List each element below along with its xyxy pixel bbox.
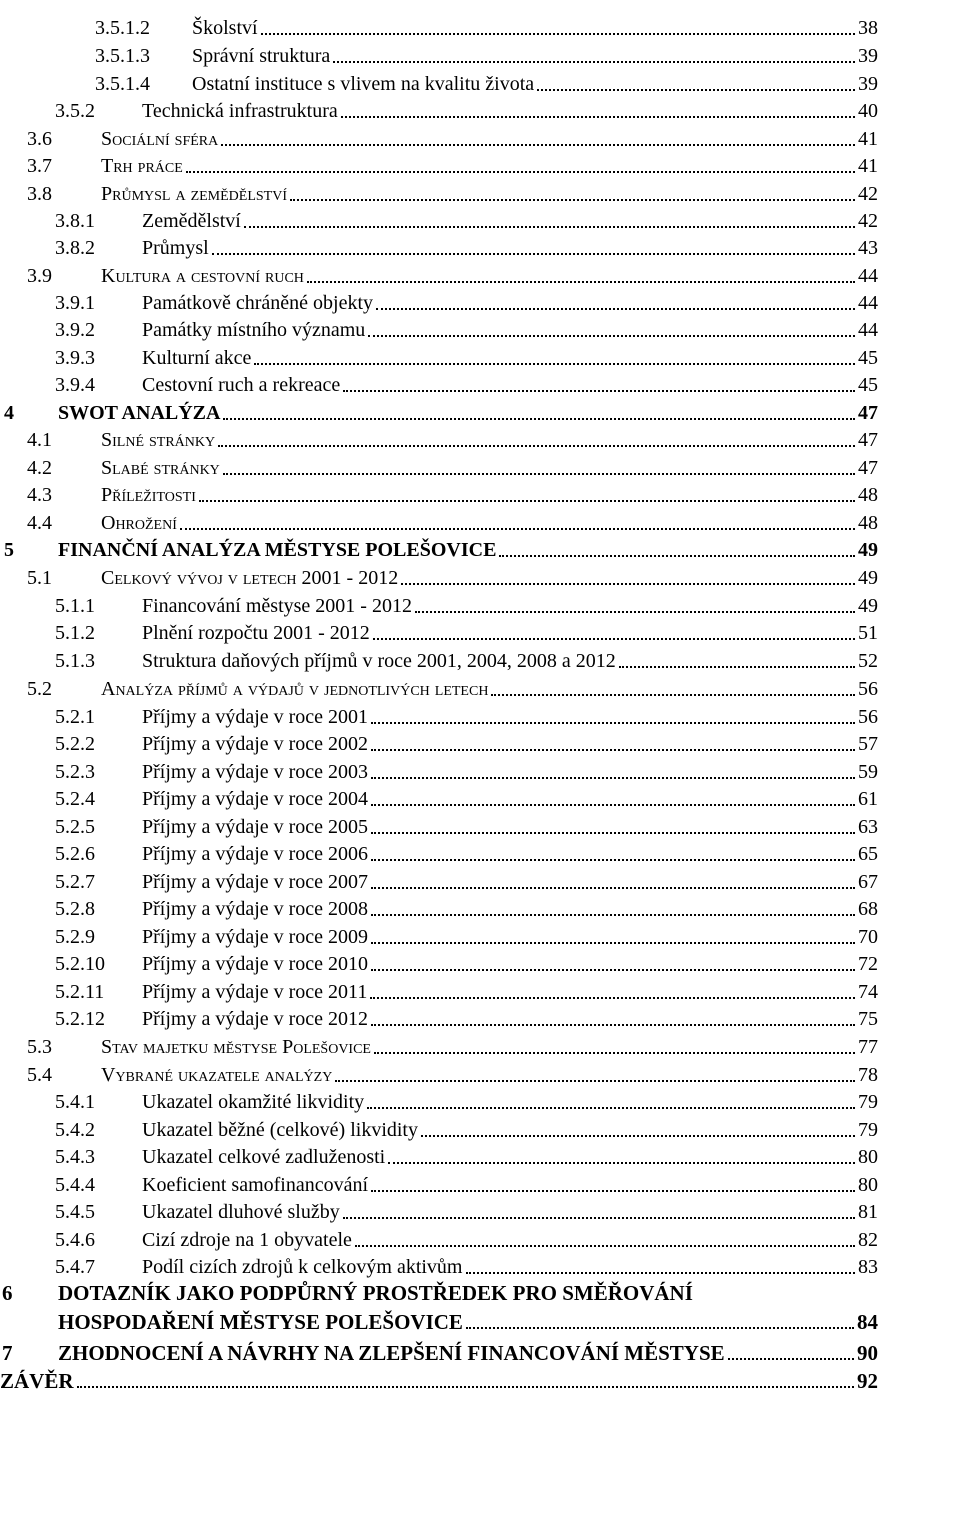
toc-entry[interactable] <box>0 1310 878 1334</box>
toc-entry-number: 5.2.7 <box>55 871 95 893</box>
dot-leader <box>343 1217 855 1219</box>
toc-entry-number: 5.2.2 <box>55 733 95 755</box>
toc-entry-page: 51 <box>858 622 878 644</box>
toc-entry-title: Koeficient samofinancování <box>142 1174 369 1196</box>
toc-entry[interactable] <box>0 566 878 590</box>
toc-entry[interactable] <box>0 428 878 452</box>
toc-entry-title: Technická infrastruktura <box>142 100 338 122</box>
dot-leader <box>341 116 855 118</box>
toc-entry-title: Příjmy a výdaje v roce 2007 <box>142 871 369 893</box>
dot-leader <box>374 1052 855 1054</box>
toc-entry-title: Průmysl <box>142 237 209 259</box>
toc-entry-number: 3.5.1.3 <box>95 45 150 67</box>
dot-leader <box>254 363 855 365</box>
toc-entry-title: Celkový vývoj v letech 2001 - 2012 <box>101 567 399 589</box>
toc-entry-number: 3.9 <box>27 265 52 287</box>
dot-leader <box>261 33 855 35</box>
toc-entry-number: 3.9.2 <box>55 319 95 341</box>
dot-leader <box>218 445 855 447</box>
toc-entry-page: 47 <box>858 457 878 479</box>
toc-entry-page: 78 <box>858 1064 878 1086</box>
toc-entry-title: Průmysl a zemědělství <box>101 183 288 205</box>
dot-leader <box>371 942 855 944</box>
dot-leader <box>371 969 855 971</box>
toc-entry-page: 79 <box>858 1119 878 1141</box>
toc-entry-title: Kultura a cestovní ruch <box>101 265 304 287</box>
toc-entry-title: Silné stránky <box>101 429 216 451</box>
toc-entry-page: 48 <box>858 484 878 506</box>
toc-entry[interactable] <box>0 925 878 949</box>
toc-entry-title: DOTAZNÍK JAKO PODPŮRNÝ PROSTŘEDEK PRO SMĚŘOVÁNÍ <box>58 1281 693 1305</box>
toc-entry-title: ZÁVĚR <box>0 1369 74 1393</box>
toc-entry-page: 43 <box>858 237 878 259</box>
dot-leader <box>186 171 855 173</box>
toc-entry-page: 67 <box>858 871 878 893</box>
toc-entry[interactable] <box>0 1145 878 1169</box>
toc-entry-title: Trh práce <box>101 155 183 177</box>
toc-entry-number: 4.1 <box>27 429 52 451</box>
toc-entry[interactable] <box>0 815 878 839</box>
dot-leader <box>221 144 855 146</box>
dot-leader <box>371 832 855 834</box>
toc-entry-number: 5.4.3 <box>55 1146 95 1168</box>
toc-entry-number: 5.1 <box>27 567 52 589</box>
toc-entry-title: Analýza příjmů a výdajů v jednotlivých letech <box>101 678 489 700</box>
toc-entry-title: Ukazatel celkové zadluženosti <box>142 1146 386 1168</box>
toc-entry-title: Správní struktura <box>192 45 331 67</box>
toc-entry-number: 3.9.3 <box>55 347 95 369</box>
toc-entry[interactable] <box>0 1173 878 1197</box>
toc-entry-page: 83 <box>858 1256 878 1278</box>
toc-entry-title: Příjmy a výdaje v roce 2006 <box>142 843 369 865</box>
toc-entry-title: Příjmy a výdaje v roce 2001 <box>142 706 369 728</box>
toc-entry-number: 5.2.11 <box>55 981 105 1003</box>
toc-entry-title: Ukazatel běžné (celkové) likvidity <box>142 1119 418 1141</box>
toc-entry-page: 44 <box>858 292 878 314</box>
toc-entry-number: 5 <box>4 539 14 561</box>
toc-entry-page: 75 <box>858 1008 878 1030</box>
toc-entry-page: 79 <box>858 1091 878 1113</box>
toc-entry-page: 49 <box>858 595 878 617</box>
toc-entry[interactable] <box>0 980 878 1004</box>
toc-entry-number: 5.2.1 <box>55 706 95 728</box>
toc-entry-title: Památkově chráněné objekty <box>142 292 374 314</box>
dot-leader <box>371 722 855 724</box>
dot-leader <box>370 997 855 999</box>
toc-entry-page: 41 <box>858 155 878 177</box>
dot-leader <box>421 1135 855 1137</box>
toc-entry-page: 42 <box>858 183 878 205</box>
toc-entry[interactable] <box>0 291 878 315</box>
toc-entry-page: 47 <box>858 429 878 451</box>
dot-leader <box>199 500 855 502</box>
dot-leader <box>343 390 855 392</box>
toc-entry-page: 56 <box>858 706 878 728</box>
dot-leader <box>415 611 855 613</box>
toc-entry-page: 68 <box>858 898 878 920</box>
toc-entry-page: 81 <box>858 1201 878 1223</box>
toc-entry-page: 47 <box>858 402 878 424</box>
toc-entry-title: Cizí zdroje na 1 obyvatele <box>142 1229 352 1251</box>
toc-entry-title: Příjmy a výdaje v roce 2012 <box>142 1008 369 1030</box>
toc-entry-number: 5.2.3 <box>55 761 95 783</box>
dot-leader <box>212 253 855 255</box>
toc-entry-page: 45 <box>858 347 878 369</box>
toc-entry[interactable] <box>0 1007 878 1031</box>
toc-entry-page: 57 <box>858 733 878 755</box>
toc-entry[interactable] <box>0 264 878 288</box>
dot-leader <box>223 418 855 420</box>
toc-entry-number: 5.4.5 <box>55 1201 95 1223</box>
dot-leader <box>333 61 855 63</box>
dot-leader <box>728 1358 854 1360</box>
toc-entry-page: 77 <box>858 1036 878 1058</box>
toc-entry[interactable] <box>0 483 878 507</box>
toc-entry[interactable] <box>0 621 878 645</box>
toc-entry-number: 3.5.1.2 <box>95 17 150 39</box>
toc-entry-page: 42 <box>858 210 878 232</box>
toc-entry[interactable] <box>0 209 878 233</box>
toc-entry-page: 65 <box>858 843 878 865</box>
toc-entry[interactable] <box>0 1281 878 1305</box>
toc-entry-page: 82 <box>858 1229 878 1251</box>
toc-entry[interactable] <box>0 594 878 618</box>
toc-entry[interactable] <box>0 897 878 921</box>
toc-entry-title: Ostatní instituce s vlivem na kvalitu života <box>192 73 535 95</box>
toc-entry[interactable] <box>0 760 878 784</box>
dot-leader <box>371 887 855 889</box>
toc-entry-title: Příjmy a výdaje v roce 2008 <box>142 898 369 920</box>
toc-entry-page: 61 <box>858 788 878 810</box>
dot-leader <box>371 914 855 916</box>
dot-leader <box>537 89 855 91</box>
toc-entry-title: Stav majetku městyse Polešovice <box>101 1036 371 1058</box>
toc-entry-title: Školství <box>192 17 258 39</box>
toc-entry-number: 5.2.5 <box>55 816 95 838</box>
toc-entry-number: 5.4.2 <box>55 1119 95 1141</box>
toc-entry-number: 6 <box>2 1281 13 1305</box>
toc-entry-page: 38 <box>858 17 878 39</box>
toc-entry-number: 5.2.4 <box>55 788 95 810</box>
dot-leader <box>371 1190 855 1192</box>
toc-entry-number: 3.8.1 <box>55 210 95 232</box>
dot-leader <box>376 308 855 310</box>
toc-entry[interactable] <box>0 732 878 756</box>
toc-entry[interactable] <box>0 1063 878 1087</box>
toc-entry-title: Podíl cizích zdrojů k celkovým aktivům <box>142 1256 463 1278</box>
toc-entry[interactable] <box>0 952 878 976</box>
toc-entry[interactable] <box>0 870 878 894</box>
toc-entry-title: Ukazatel dluhové služby <box>142 1201 340 1223</box>
toc-entry[interactable] <box>0 1200 878 1224</box>
toc-entry-page: 72 <box>858 953 878 975</box>
toc-entry-title: Financování městyse 2001 - 2012 <box>142 595 412 617</box>
toc-entry-number: 3.8 <box>27 183 52 205</box>
toc-entry-number: 3.8.2 <box>55 237 95 259</box>
toc-entry-number: 3.5.1.4 <box>95 73 150 95</box>
toc-entry-number: 5.2.12 <box>55 1008 105 1030</box>
toc-entry[interactable] <box>0 236 878 260</box>
dot-leader <box>335 1080 855 1082</box>
toc-entry-number: 4.3 <box>27 484 52 506</box>
toc-entry-title: Zemědělství <box>142 210 241 232</box>
toc-entry[interactable] <box>0 318 878 342</box>
dot-leader <box>466 1272 855 1274</box>
toc-entry-page: 45 <box>858 374 878 396</box>
dot-leader <box>371 859 855 861</box>
dot-leader <box>223 473 855 475</box>
toc-entry[interactable] <box>0 72 878 96</box>
toc-entry-title: SWOT ANALÝZA <box>58 402 221 424</box>
dot-leader <box>388 1162 855 1164</box>
toc-entry-number: 5.3 <box>27 1036 52 1058</box>
toc-entry-page: 70 <box>858 926 878 948</box>
toc-entry-page: 40 <box>858 100 878 122</box>
toc-entry-title: Sociální sféra <box>101 128 219 150</box>
toc-entry-number: 5.1.2 <box>55 622 95 644</box>
toc-entry-page: 44 <box>858 319 878 341</box>
toc-entry-title: Plnění rozpočtu 2001 - 2012 <box>142 622 370 644</box>
toc-entry[interactable] <box>0 677 878 701</box>
toc-entry-title: Příjmy a výdaje v roce 2011 <box>142 981 368 1003</box>
toc-entry[interactable] <box>0 346 878 370</box>
dot-leader <box>371 1024 855 1026</box>
toc-entry-number: 5.2 <box>27 678 52 700</box>
dot-leader <box>290 199 855 201</box>
toc-entry-title: Příležitosti <box>101 484 196 506</box>
toc-entry-page: 74 <box>858 981 878 1003</box>
toc-entry-number: 4.2 <box>27 457 52 479</box>
dot-leader <box>619 666 855 668</box>
toc-entry[interactable] <box>0 401 878 425</box>
toc-entry-number: 5.2.10 <box>55 953 105 975</box>
toc-entry-page: 49 <box>858 567 878 589</box>
toc-entry-page: 52 <box>858 650 878 672</box>
dot-leader <box>77 1386 854 1388</box>
dot-leader <box>355 1245 855 1247</box>
toc-entry[interactable] <box>0 649 878 673</box>
toc-entry[interactable] <box>0 1035 878 1059</box>
toc-entry-number: 5.1.1 <box>55 595 95 617</box>
toc-entry[interactable] <box>0 99 878 123</box>
toc-entry-number: 5.1.3 <box>55 650 95 672</box>
dot-leader <box>368 335 855 337</box>
toc-entry-number: 5.2.9 <box>55 926 95 948</box>
toc-entry[interactable] <box>0 1255 878 1279</box>
toc-entry[interactable] <box>0 1090 878 1114</box>
toc-entry-number: 5.2.8 <box>55 898 95 920</box>
dot-leader <box>373 638 855 640</box>
toc-entry[interactable] <box>0 538 878 562</box>
toc-entry-title: Ukazatel okamžité likvidity <box>142 1091 365 1113</box>
toc-entry-title: Památky místního významu <box>142 319 366 341</box>
toc-entry-number: 5.4.1 <box>55 1091 95 1113</box>
dot-leader <box>244 226 855 228</box>
toc-entry[interactable] <box>0 127 878 151</box>
toc-entry-title: Příjmy a výdaje v roce 2009 <box>142 926 369 948</box>
toc-entry-number: 4 <box>4 402 14 424</box>
toc-entry-title: Cestovní ruch a rekreace <box>142 374 341 396</box>
dot-leader <box>401 583 855 585</box>
toc-entry[interactable] <box>0 705 878 729</box>
toc-entry-number: 5.4.7 <box>55 1256 95 1278</box>
dot-leader <box>367 1107 855 1109</box>
toc-entry-title: Kulturní akce <box>142 347 252 369</box>
toc-entry-page: 48 <box>858 512 878 534</box>
toc-entry-page: 56 <box>858 678 878 700</box>
toc-entry[interactable] <box>0 842 878 866</box>
dot-leader <box>307 281 855 283</box>
toc-entry[interactable] <box>0 1228 878 1252</box>
toc-entry-number: 5.4.6 <box>55 1229 95 1251</box>
toc-entry[interactable] <box>0 373 878 397</box>
toc-entry-title: Slabé stránky <box>101 457 220 479</box>
toc-entry-page: 49 <box>858 539 878 561</box>
toc-entry-number: 3.9.1 <box>55 292 95 314</box>
toc-entry-title: ZHODNOCENÍ A NÁVRHY NA ZLEPŠENÍ FINANCOVÁNÍ MĚSTYSE <box>58 1341 725 1365</box>
toc-entry-page: 63 <box>858 816 878 838</box>
toc-entry[interactable] <box>0 1369 878 1393</box>
dot-leader <box>371 804 855 806</box>
dot-leader <box>371 777 855 779</box>
toc-entry-number: 3.6 <box>27 128 52 150</box>
toc-entry-page: 92 <box>857 1369 878 1393</box>
toc-entry[interactable] <box>0 511 878 535</box>
toc-entry[interactable] <box>0 154 878 178</box>
toc-entry-page: 41 <box>858 128 878 150</box>
toc-entry-page: 39 <box>858 45 878 67</box>
toc-entry-number: 5.2.6 <box>55 843 95 865</box>
toc-entry-title: Ohrožení <box>101 512 177 534</box>
toc-entry-title: FINANČNÍ ANALÝZA MĚSTYSE POLEŠOVICE <box>58 539 497 561</box>
toc-entry[interactable] <box>0 44 878 68</box>
toc-entry-number: 3.5.2 <box>55 100 95 122</box>
toc-entry-title: Příjmy a výdaje v roce 2004 <box>142 788 369 810</box>
dot-leader <box>499 555 855 557</box>
toc-entry-number: 3.9.4 <box>55 374 95 396</box>
toc-entry[interactable] <box>0 1341 878 1365</box>
toc-entry-page: 90 <box>857 1341 878 1365</box>
toc-entry-title: Vybrané ukazatele analýzy <box>101 1064 333 1086</box>
toc-entry-page: 80 <box>858 1174 878 1196</box>
toc-entry-title: Příjmy a výdaje v roce 2005 <box>142 816 369 838</box>
toc-entry-title: Příjmy a výdaje v roce 2010 <box>142 953 369 975</box>
toc-entry[interactable] <box>0 787 878 811</box>
toc-entry[interactable] <box>0 1118 878 1142</box>
toc-entry-number: 3.7 <box>27 155 52 177</box>
toc-entry-page: 80 <box>858 1146 878 1168</box>
toc-entry-number: 5.4.4 <box>55 1174 95 1196</box>
dot-leader <box>466 1327 854 1329</box>
toc-entry-page: 44 <box>858 265 878 287</box>
toc-entry-number: 7 <box>2 1341 13 1365</box>
toc-entry-title: Příjmy a výdaje v roce 2002 <box>142 733 369 755</box>
toc-entry[interactable] <box>0 182 878 206</box>
dot-leader <box>180 528 855 530</box>
toc-entry-title: Struktura daňových příjmů v roce 2001, 2004, 2008 a 2012 <box>142 650 616 672</box>
dot-leader <box>371 749 855 751</box>
dot-leader <box>491 694 855 696</box>
toc-entry-page: 39 <box>858 73 878 95</box>
toc-entry-number: 5.4 <box>27 1064 52 1086</box>
toc-entry[interactable] <box>0 456 878 480</box>
toc-entry-page: 84 <box>857 1310 878 1334</box>
toc-entry-title: Příjmy a výdaje v roce 2003 <box>142 761 369 783</box>
toc-entry-title: HOSPODAŘENÍ MĚSTYSE POLEŠOVICE <box>58 1310 463 1334</box>
toc-entry-number: 4.4 <box>27 512 52 534</box>
toc-entry[interactable] <box>0 16 878 40</box>
toc-entry-page: 59 <box>858 761 878 783</box>
